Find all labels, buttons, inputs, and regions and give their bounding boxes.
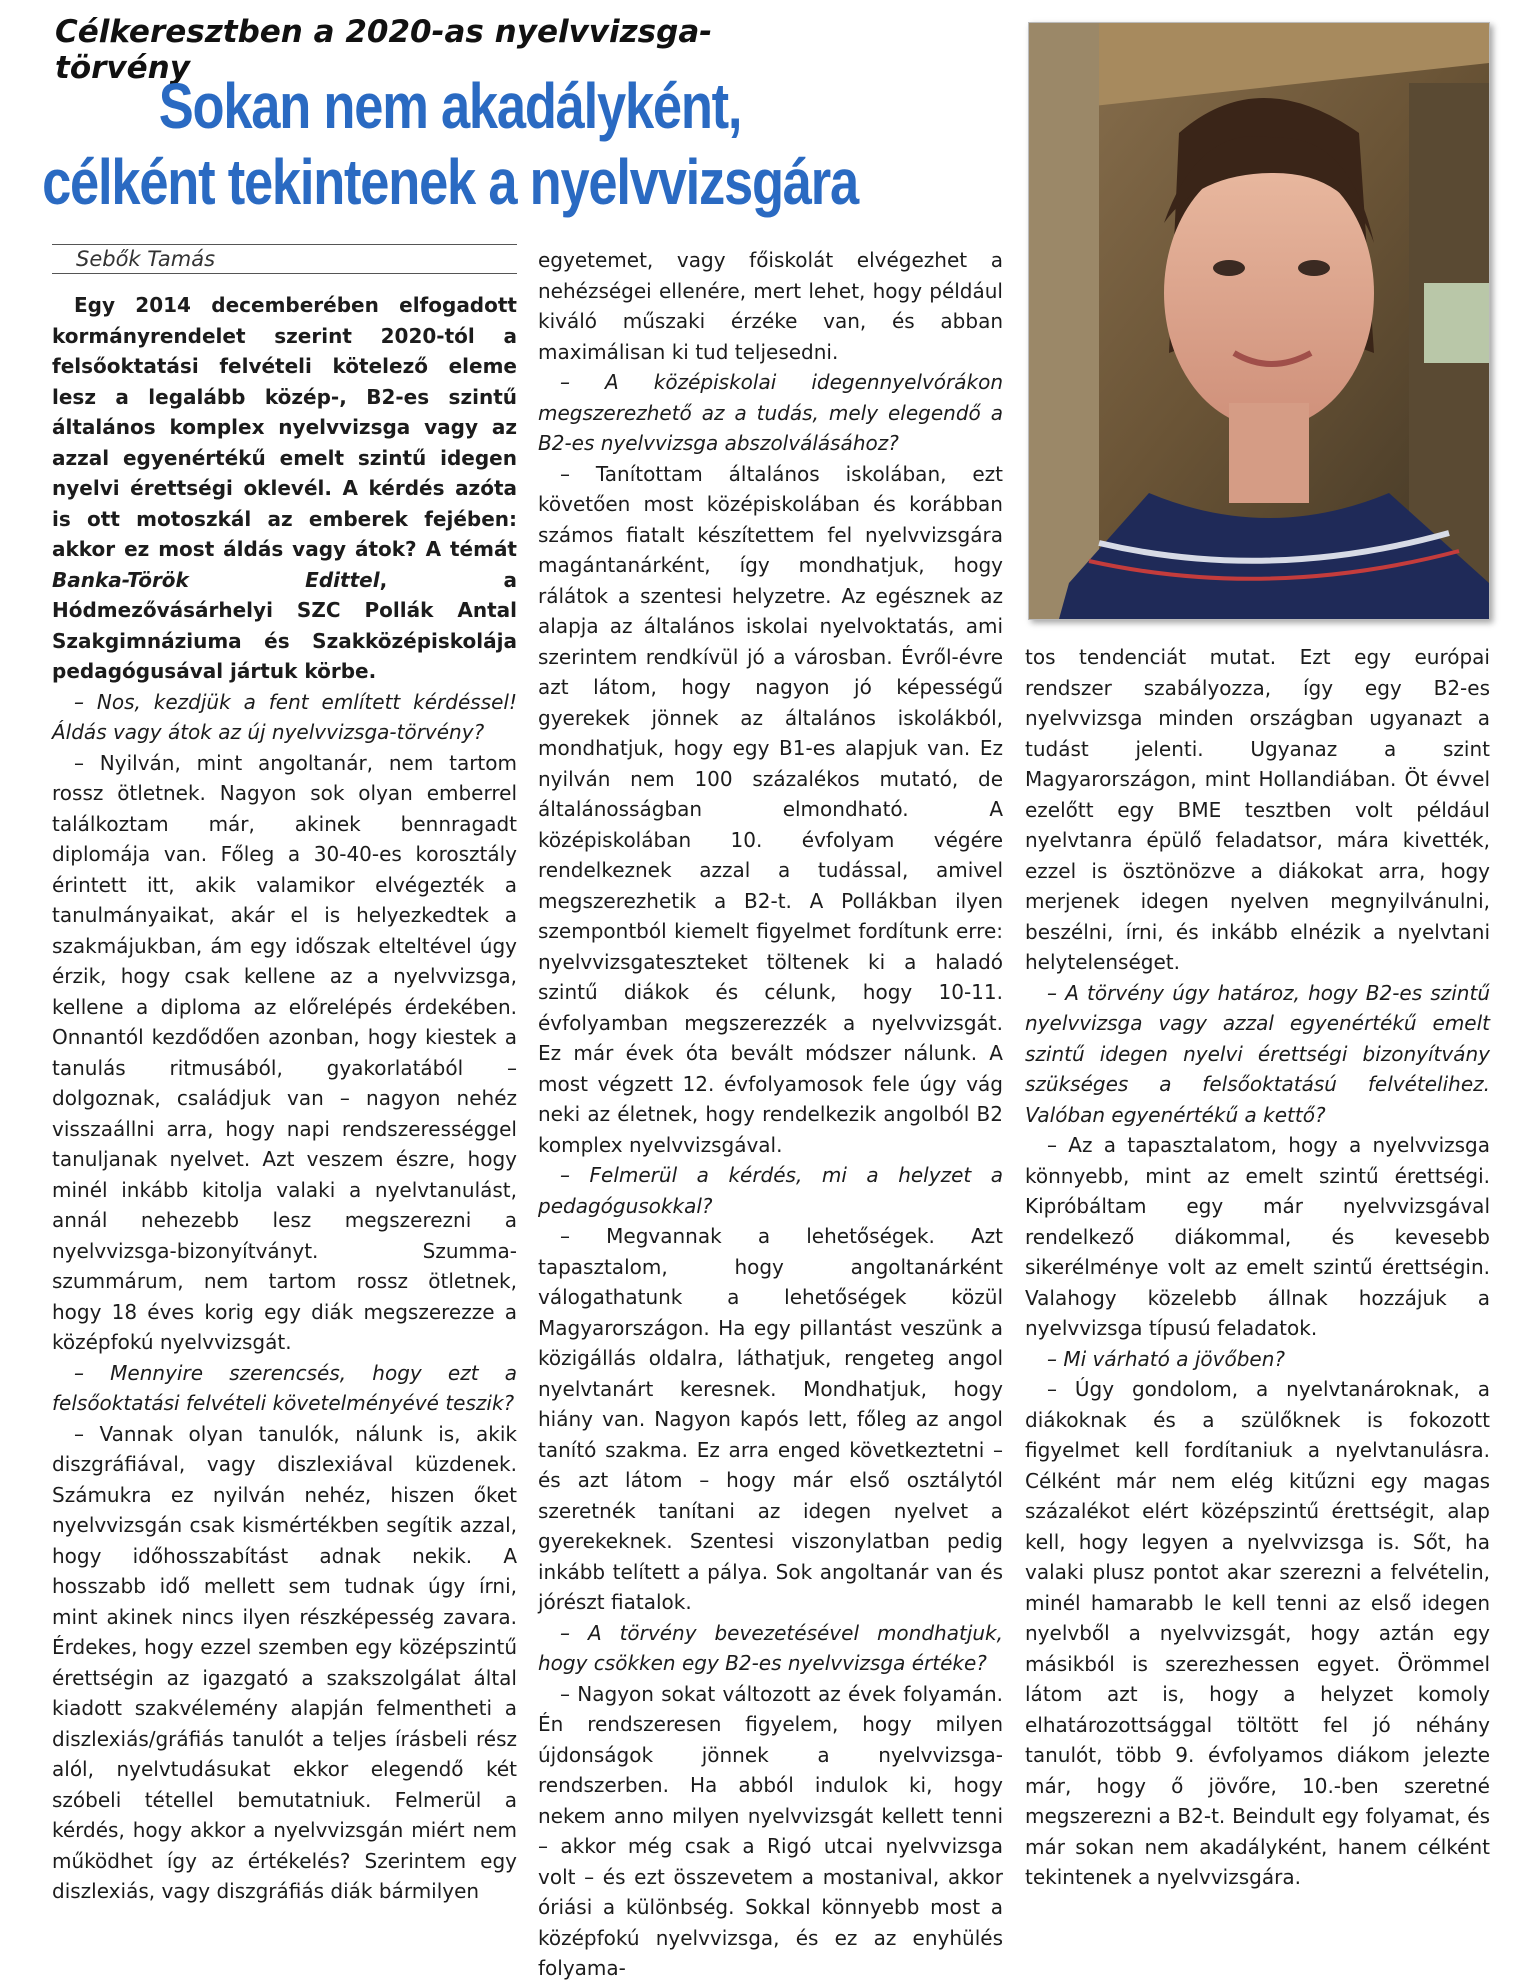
headline-line-2: célként tekintenek a nyelvvizsgára xyxy=(42,146,858,218)
kicker: Célkeresztben a 2020-as nyelvvizsga-törvény xyxy=(55,14,713,86)
question-4: – Felmerül a kérdés, mi a helyzet a pedagógusokkal? xyxy=(538,1163,1003,1218)
answer-6: – Az a tapasztalatom, hogy a nyelvvizsga könnyebb, mint az emelt szintű érettségi. Kipróbáltam egy már nyelvvizsgával rendelkező diákommal, és kevesebb sikerélménye volt az emelt szintű érettségin. Valahogy közelebb állnak hozzájuk a nyelvvizsga típusú feladatok. xyxy=(1025,1133,1490,1340)
question-3: – A középiskolai idegennyelvórákon megszerezhető az a tudás, mely elegendő a B2-es nyelvvizsga abszolválásához? xyxy=(538,370,1003,455)
question-1: – Nos, kezdjük a fent említett kérdéssel! Áldás vagy átok az új nyelvvizsga-törvény? xyxy=(52,689,517,744)
lead-text-a: Egy 2014 decemberében elfogadott kormányrendelet szerint 2020-tól a felsőoktatási felvételi kötelező eleme lesz a legalább közép-, B2-es szintű általános komplex nyelvvizsga vagy az azzal egyenértékű emelt szintű idegen nyelvi érettségi oklevél. A kérdés azóta is ott motoszkál az emberek fejében: akkor ez most áldás vagy átok? A témát xyxy=(52,293,517,561)
question-5: – A törvény bevezetésével mondhatjuk, hogy csökken egy B2-es nyelvvizsga értéke? xyxy=(538,1620,1003,1675)
answer-5-continued: tos tendenciát mutat. Ezt egy európai rendszer szabályozza, így egy B2-es nyelvvizsga minden országban ugyanazt a tudást jelenti. Ugyanaz a szint Magyarországon, mint Hollandiában. Öt évvel ezelőtt egy BME tesztben volt például nyelvtanra épülő feladatsor, mára kivették, ezzel is ösztönözve a diákokat arra, hogy merjenek idegen nyelven megnyilvánulni, beszélni, írni, és inkább elnézik a nyelvtani helytelenséget. xyxy=(1025,645,1490,974)
lead-paragraph xyxy=(52,290,517,687)
portrait-photo-icon xyxy=(1029,23,1489,619)
byline: Sebők Tamás xyxy=(52,244,517,274)
answer-5: – Nagyon sokat változott az évek folyamán. Én rendszeresen figyelem, hogy milyen újdonságok jönnek a nyelvvizsga-rendszerben. Ha abból indulok ki, hogy nekem anno milyen nyelvvizsgát kellett tenni – akkor még csak a Rigó utcai nyelvvizsga volt – és ezt összevetem a mostanival, akkor óriási a különbség. Sokkal könnyebb most a középfokú nyelvvizsga, és ez az enyhülés folyama- xyxy=(538,1681,1003,1980)
answer-3: – Tanítottam általános iskolában, ezt követően most középiskolában és korábban számos fiatalt készítettem fel nyelvvizsgára magántanárként, így mondhatjuk, hogy rálátok a szentesi helyzetre. Az egésznek az alapja az általános iskolai nyelvoktatás, ami szerintem rendkívül jó a városban. Évről-évre azt látom, hogy nagyon jó képességű gyerekek jönnek az általános iskolákból, mondhatjuk, hogy egy B1-es alapjuk van. Ez nyilván nem 100 százalékos mutató, de általánosságban elmondható. A középiskolában 10. évfolyam végére rendelkeznek azzal a tudással, amivel megszerezhetik a B2-t. A Pollákban ilyen szempontból kiemelt figyelmet fordítunk erre: nyelvvizsgateszteket töltenek ki a haladó szintű diákok és célunk, hogy 10-11. évfolyamban megszerezzék a nyelvvizsgát. Ez már évek óta bevált módszer nálunk. A most végzett 12. évfolyamosok fele úgy vág neki az életnek, hogy rendelkezik angolból B2 komplex nyelvvizsgával. xyxy=(538,461,1003,1157)
column-1 xyxy=(52,290,517,1907)
answer-1: – Nyilván, mint angoltanár, nem tartom rossz ötletnek. Nagyon sok olyan emberrel találkoztam már, akinek bennragadt diplomája van. Főleg a 30-40-es korosztály érintett itt, akik valamikor elvégezték a tanulmányaikat, akár el is helyezkedtek a szakmájukban, ám egy időszak elteltével úgy érzik, hogy csak kellene az a nyelvvizsga, kellene a diploma az előrelépés érdekében. Onnantól kezdődően azonban, hogy kiestek a tanulás ritmusából, gyakorlatából – dolgoznak, családjuk van – nagyon nehéz visszaállni arra, hogy napi rendszerességgel tanuljanak nyelvet. Azt veszem észre, hogy minél inkább kitolja valaki a nyelvtanulást, annál nehezebb lesz megszerezni a nyelvvizsga-bizonyítványt. Szumma-szummárum, nem tartom rossz ötletnek, hogy 18 éves korig egy diák megszerezze a középfokú nyelvvizsgát. xyxy=(52,750,517,1354)
portrait-photo xyxy=(1028,22,1490,620)
question-6: – A törvény úgy határoz, hogy B2-es szintű nyelvvizsga vagy azzal egyenértékű emelt szintű idegen nyelvi érettségi bizonyítvány szükséges a felsőoktatású felvételihez. Valóban egyenértékű a kettő? xyxy=(1025,980,1490,1127)
column-2 xyxy=(538,245,1003,1984)
column-3 xyxy=(1025,642,1490,1893)
answer-4: – Megvannak a lehetőségek. Azt tapasztalom, hogy angoltanárként válogathatunk a lehetőségek közül Magyarországon. Ha egy pillantást veszünk a közigállás oldalra, láthatjuk, rengeteg angol nyelvtanárt keresnek. Mondhatjuk, hogy hiány van. Nagyon kapós lett, főleg az angol tanító szakma. Ez arra enged következtetni – és azt látom – hogy már első osztálytól szeretnék tanítani az idegen nyelvet a gyerekeknek. Szentesi viszonylatban pedig inkább telített a pálya. Sok angoltanár van és jórészt fiatalok. xyxy=(538,1224,1003,1614)
answer-7: – Úgy gondolom, a nyelvtanároknak, a diákoknak és a szülőknek is fokozott figyelmet kell fordítaniuk a nyelvtanulásra. Célként már nem elég kitűzni egy magas százalékot elért középszintű érettségit, alap kell, hogy legyen a nyelvvizsga is. Sőt, ha valaki plusz pontot akar szerezni a felvételin, minél hamarabb le kell tenni az első idegen nyelvből a nyelvvizsgát, hogy aztán egy másikból is szerezhessen egyet. Örömmel látom azt is, hogy a helyzet komoly elhatározottsággal töltött fel jó néhány tanulót, több 9. évfolyamos diákom jelezte már, hogy ő jövőre, 10.-ben szeretné megszerezni a B2-t. Beindult egy folyamat, és már sokan nem akadályként, hanem célként tekintenek a nyelvvizsgára. xyxy=(1025,1377,1490,1889)
headline-line-1: Sokan nem akadályként, xyxy=(158,70,742,142)
lead-text-b: , a Hódmezővásárhelyi SZC Pollák Antal Szakgimnáziuma és Szakközépiskolája pedagógusával jártuk körbe. xyxy=(52,567,517,683)
answer-2: – Vannak olyan tanulók, nálunk is, akik diszgráfiával, vagy diszlexiával küzdenek. Számukra ez nyilván nehéz, hiszen őket nyelvvizsgán csak kismértékben segítik azzal, hogy időhosszabítást adnak nekik. A hosszabb idő mellett sem tudnak úgy írni, mint akinek nincs ilyen részképesség zavara. Érdekes, hogy ezzel szemben egy középszintű érettségin az igazgató a szakszolgálat által kiadott szakvélemény alapján felmentheti a diszlexiás/gráfiás tanulót a teljes írásbeli rész alól, nyelvtudásukat ekkor elegendő két szóbeli tétellel bemutatniuk. Felmerül a kérdés, hogy akkor a nyelvvizsgán miért nem működhet így az értékelés? Szerintem egy diszlexiás, vagy diszgráfiás diák bármilyen xyxy=(52,1421,517,1903)
answer-2-continued: egyetemet, vagy főiskolát elvégezhet a nehézségei ellenére, mert lehet, hogy például kiváló műszaki érzéke van, és abban maximálisan ki tud teljesedni. xyxy=(538,248,1003,364)
question-7: – Mi várható a jövőben? xyxy=(1047,1346,1285,1371)
headline xyxy=(40,68,860,220)
interviewee-name: Banka-Török Edittel xyxy=(52,567,380,592)
question-2: – Mennyire szerencsés, hogy ezt a felsőoktatási felvételi követelményévé teszik? xyxy=(52,1360,517,1415)
